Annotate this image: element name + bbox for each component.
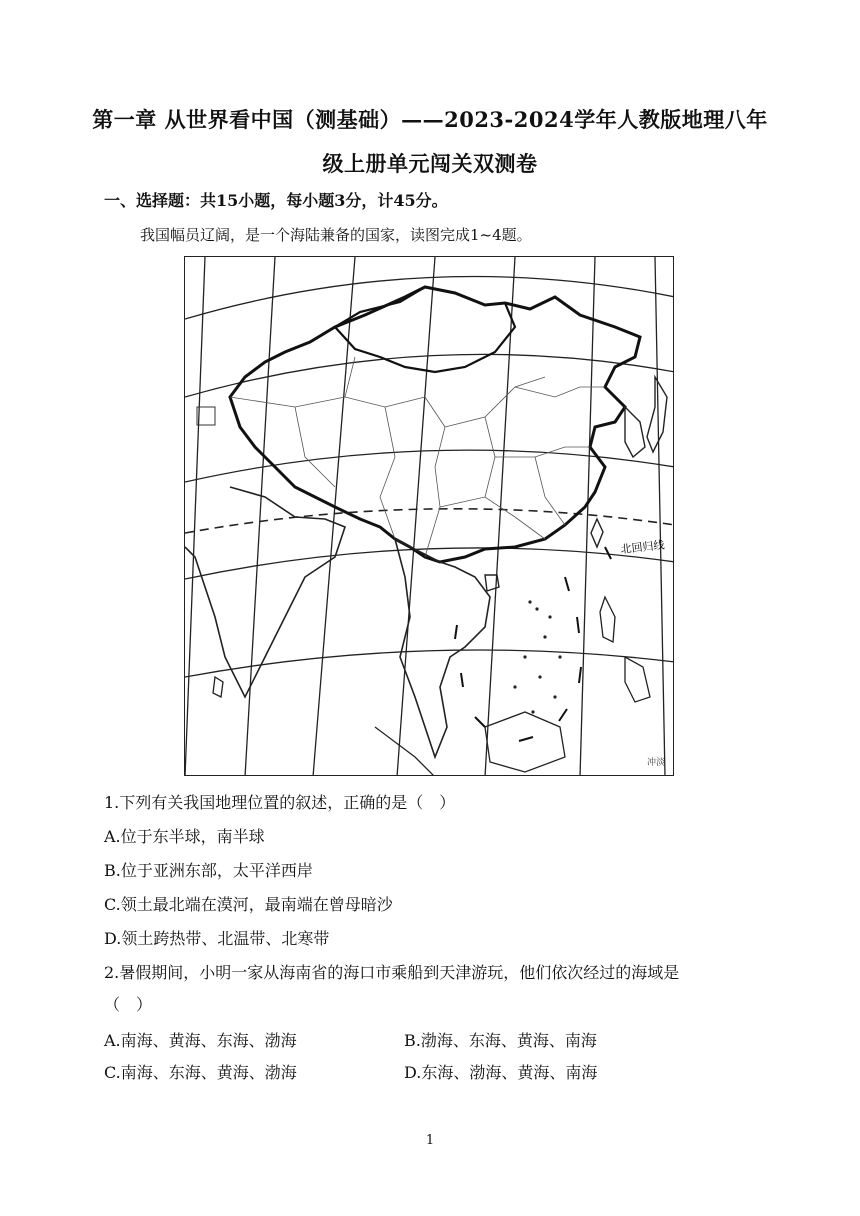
question-2-option-a[interactable]: A.南海、黄海、东海、渤海 (104, 1031, 297, 1050)
south-sea-islands (513, 600, 561, 713)
china-border (230, 287, 640, 562)
question-2-option-c[interactable]: C.南海、东海、黄海、渤海 (104, 1063, 297, 1082)
china-map-figure (184, 256, 674, 776)
page-number: 1 (425, 1133, 435, 1148)
question-1-option-d[interactable]: D.领土跨热带、北温带、北寒带 (104, 929, 330, 948)
document-title-line2: 级上册单元闯关双测卷 (322, 151, 538, 176)
question-2-option-d[interactable]: D.东海、渤海、黄海、南海 (404, 1063, 598, 1082)
mongolia-border (335, 287, 515, 372)
sumatra-outline (375, 727, 435, 776)
india-outline (185, 487, 345, 697)
question-1-option-c[interactable]: C.领土最北端在漠河，最南端在曾母暗沙 (104, 895, 393, 914)
sri-lanka-outline (213, 677, 223, 697)
province-borders (230, 357, 605, 557)
question-1-option-b[interactable]: B.位于亚洲东部，太平洋西岸 (104, 861, 313, 880)
indochina-outline (395, 539, 490, 757)
section-heading: 一、选择题：共15小题，每小题3分，计45分。 (104, 191, 448, 210)
hainan-outline (485, 575, 499, 591)
question-intro: 我国幅员辽阔，是一个海陆兼备的国家，读图完成1~4题。 (140, 226, 532, 244)
document-title-line1: 第一章 从世界看中国（测基础）——2023-2024学年人教版地理八年 (92, 107, 768, 132)
borneo-outline (485, 712, 565, 772)
map-corner-label: 冲淡 (647, 758, 666, 768)
question-2-stem: 2.暑假期间，小明一家从海南省的海口市乘船到天津游玩，他们依次经过的海域是 (104, 963, 680, 982)
korea-outline (625, 407, 645, 457)
taiwan-outline (591, 519, 603, 547)
tropic-of-cancer-line (185, 509, 674, 533)
question-1-option-a[interactable]: A.位于东半球，南半球 (104, 827, 265, 846)
map-meridians (185, 257, 665, 776)
china-map-svg (185, 257, 674, 776)
philippines-outline (600, 597, 650, 702)
tropic-label: 北回归线 (619, 538, 666, 556)
question-2-option-b[interactable]: B.渤海、东海、黄海、南海 (404, 1031, 597, 1050)
question-1-stem: 1.下列有关我国地理位置的叙述，正确的是（ ） (104, 793, 456, 812)
question-2-stem-cont: （ ） (104, 995, 153, 1014)
